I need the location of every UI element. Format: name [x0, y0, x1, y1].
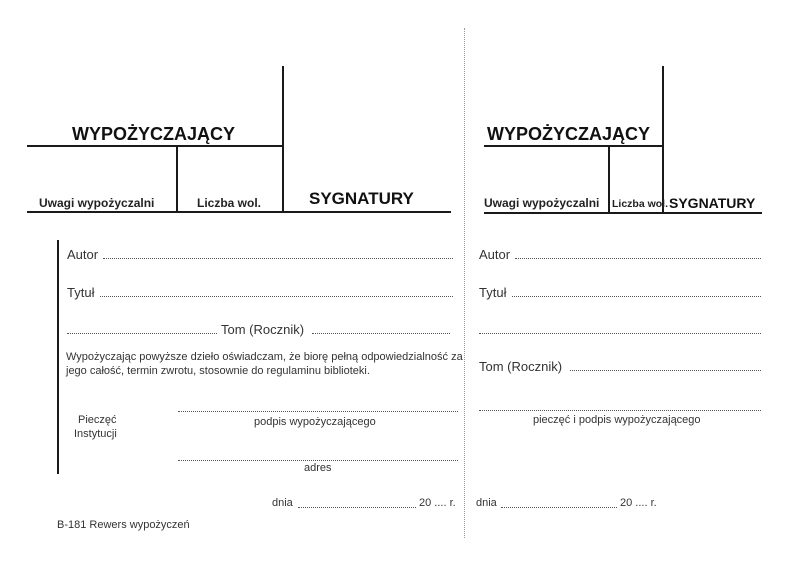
right-date-line[interactable] — [501, 507, 617, 508]
left-header-right-divider — [282, 66, 284, 213]
right-title-label: Tytuł — [479, 285, 507, 300]
left-author-label: Autor — [67, 247, 99, 262]
left-title-line[interactable] — [100, 296, 453, 297]
left-col-signatures: SYGNATURY — [309, 189, 414, 208]
right-header-title: WYPOŻYCZAJĄCY — [487, 124, 651, 144]
right-header-top-rule — [484, 145, 664, 147]
left-header-title: WYPOŻYCZAJĄCY — [72, 124, 236, 144]
right-author-label: Autor — [479, 247, 511, 262]
left-volume-label: Tom (Rocznik) — [221, 322, 305, 337]
right-header-bottom-rule — [484, 212, 762, 214]
left-volume-post-line[interactable] — [312, 333, 450, 334]
left-col-volumes: Liczba wol. — [197, 196, 262, 210]
right-volume-line[interactable] — [570, 370, 761, 371]
right-author-line[interactable] — [515, 258, 761, 259]
right-date-year: 20 .... r. — [620, 497, 657, 509]
left-address-caption: adres — [304, 462, 332, 474]
right-header-right-divider — [662, 66, 664, 214]
left-header-top-rule — [27, 145, 283, 147]
left-volume-pre-line[interactable] — [67, 333, 217, 334]
fold-line — [464, 28, 465, 538]
left-stamp-label-2: Instytucji — [74, 428, 117, 440]
left-header-mid-divider — [176, 146, 178, 213]
left-signature-caption: podpis wypożyczającego — [254, 416, 376, 428]
right-signature-caption: pieczęć i podpis wypożyczającego — [533, 414, 701, 426]
left-date-year: 20 .... r. — [419, 497, 456, 509]
right-col-volumes: Liczba wol. — [612, 198, 669, 210]
left-header-bottom-rule — [27, 211, 451, 213]
right-header-mid-divider — [608, 146, 610, 214]
right-col-remarks: Uwagi wypożyczalni — [484, 196, 600, 210]
left-declaration: Wypożyczając powyższe dzieło oświadczam, że biorę pełną odpowiedzialność za jego całość, termin zwrotu, stosownie do regulaminu biblioteki. — [66, 351, 463, 377]
left-margin-bar — [57, 240, 59, 474]
right-col-signatures: SYGNATURY — [669, 195, 756, 211]
left-date-line[interactable] — [298, 507, 416, 508]
right-date-prefix: dnia — [476, 497, 497, 509]
left-author-line[interactable] — [103, 258, 453, 259]
right-volume-label: Tom (Rocznik) — [479, 359, 563, 374]
left-address-line[interactable] — [178, 460, 458, 461]
left-title-label: Tytuł — [67, 285, 95, 300]
form-code: B-181 Rewers wypożyczeń — [57, 519, 190, 531]
left-stamp-label-1: Pieczęć — [78, 414, 117, 426]
left-col-remarks: Uwagi wypożyczalni — [39, 196, 155, 210]
left-signature-line[interactable] — [178, 411, 458, 412]
right-title-line[interactable] — [512, 296, 761, 297]
right-extra-line[interactable] — [479, 333, 761, 334]
right-signature-line[interactable] — [479, 410, 761, 411]
left-date-prefix: dnia — [272, 497, 293, 509]
